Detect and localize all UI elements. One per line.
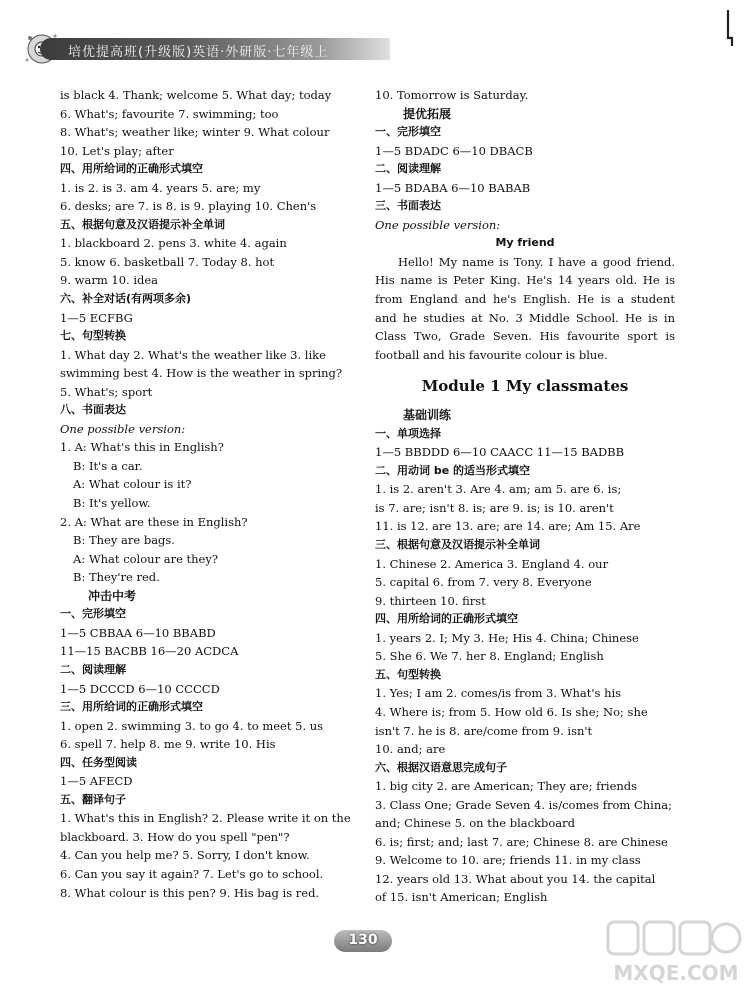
- answer-line: 1. What's this in English? 2. Please write it on the: [60, 811, 351, 826]
- answer-line: 1—5 BDABA 6—10 BABAB: [375, 180, 531, 195]
- section-heading: 五、根据句意及汉语提示补全单词: [60, 217, 225, 231]
- answer-line: 1—5 CBBAA 6—10 BBABD: [60, 625, 216, 640]
- answer-line: 6. is; first; and; last 7. are; Chinese 8. are Chinese: [375, 834, 668, 849]
- left-column: [60, 86, 360, 902]
- module-title: Module 1 My classmates: [421, 377, 629, 396]
- answer-line: 10. and; are: [375, 742, 446, 757]
- answer-line: 1. big city 2. are American; They are; friends: [375, 779, 638, 794]
- section-heading: 五、翻译句子: [60, 792, 126, 806]
- answer-line: 1. blackboard 2. pens 3. white 4. again: [60, 236, 287, 251]
- right-column: [375, 86, 675, 907]
- answer-line: 1. years 2. I; My 3. He; His 4. China; Chinese: [375, 630, 639, 645]
- answer-line: 1—5 ECFBG: [60, 310, 133, 325]
- answer-line: 5. What's; sport: [60, 384, 153, 399]
- answer-line: 1—5 AFECD: [60, 774, 133, 789]
- section-heading: 一、完形填空: [60, 607, 126, 621]
- essay-text: Hello! My name is Tony. I have a good friend. His name is Peter King. He's 14 years old. He is from England and he's English. He is a student and he studies at No. 3 Middle School. He is in Class Two, Grade Seven. His favourite sport is football and his favourite colour is blue.: [375, 254, 675, 362]
- section-heading: 一、单项选择: [375, 426, 441, 440]
- answer-line: swimming best 4. How is the weather in spring?: [60, 366, 343, 381]
- answer-line: 1—5 BBDDD 6—10 CAACC 11—15 BADBB: [375, 445, 625, 460]
- section-heading: 六、根据汉语意思完成句子: [375, 760, 507, 774]
- section-heading: 三、书面表达: [375, 199, 441, 213]
- section-heading: 三、根据句意及汉语提示补全单词: [375, 538, 540, 552]
- section-heading: 二、阅读理解: [375, 162, 441, 176]
- answer-line: 5. She 6. We 7. her 8. England; English: [375, 649, 604, 664]
- answer-line: 1. Yes; I am 2. comes/is from 3. What's his: [375, 686, 622, 701]
- answer-line: 9. Welcome to 10. are; friends 11. in my class: [375, 853, 641, 868]
- answer-line: 1. is 2. is 3. am 4. years 5. are; my: [60, 180, 261, 195]
- answer-line: 12. years old 13. What about you 14. the capital: [375, 871, 656, 886]
- section-heading: 二、用动词 be 的适当形式填空: [375, 463, 530, 477]
- section-heading: 五、句型转换: [375, 667, 441, 681]
- page-header: [22, 30, 392, 68]
- section-heading: 三、用所给词的正确形式填空: [60, 700, 203, 714]
- answer-line: is black 4. Thank; welcome 5. What day; today: [60, 88, 332, 102]
- answer-line: 3. Class One; Grade Seven 4. is/comes from China;: [375, 797, 672, 812]
- answer-line: 1—5 DCCCD 6—10 CCCCD: [60, 681, 220, 696]
- answer-line: and; Chinese 5. on the blackboard: [375, 816, 576, 831]
- watermark-text: MXQE.COM: [613, 961, 739, 985]
- answer-line: 1—5 BDADC 6—10 DBACB: [375, 143, 533, 158]
- answer-line: 5. know 6. basketball 7. Today 8. hot: [60, 254, 275, 269]
- answer-line: blackboard. 3. How do you spell "pen"?: [60, 829, 290, 844]
- answer-line: 10. Let's play; after: [60, 143, 174, 158]
- essay-title: My friend: [495, 236, 555, 250]
- part-heading: 基础训练: [403, 408, 452, 423]
- section-heading: 七、句型转换: [60, 329, 126, 343]
- answer-line: 9. thirteen 10. first: [375, 593, 486, 608]
- answer-line: 9. warm 10. idea: [60, 273, 159, 288]
- dialogue-line: A: What colour are they?: [73, 551, 219, 566]
- answer-line: is 7. are; isn't 8. is; are 9. is; is 10. aren't: [375, 500, 614, 515]
- dialogue-line: B: It's yellow.: [73, 496, 151, 511]
- answer-line: 11. is 12. are 13. are; are 14. are; Am 15. Are: [375, 519, 641, 534]
- answer-line: 4. Can you help me? 5. Sorry, I don't know.: [60, 848, 310, 863]
- answer-line: 10. Tomorrow is Saturday.: [375, 88, 529, 102]
- section-heading: 八、书面表达: [60, 403, 126, 417]
- section-heading: 四、用所给词的正确形式填空: [375, 612, 518, 626]
- answer-line: 1. What day 2. What's the weather like 3. like: [60, 347, 326, 362]
- section-heading: 一、完形填空: [375, 125, 441, 139]
- part-heading: 冲击中考: [88, 588, 137, 603]
- answer-line: 8. What colour is this pen? 9. His bag is red.: [60, 885, 320, 900]
- answer-line: 6. spell 7. help 8. me 9. write 10. His: [60, 737, 276, 752]
- corner-bracket-mark: [724, 8, 736, 48]
- answer-line: 1. open 2. swimming 3. to go 4. to meet 5. us: [60, 718, 324, 733]
- dialogue-line: B: They're red.: [73, 570, 160, 585]
- part-heading: 提优拓展: [403, 106, 452, 121]
- page-number-text: 130: [348, 932, 378, 948]
- answer-line: 2. A: What are these in English?: [60, 514, 248, 529]
- version-label: One possible version:: [60, 421, 186, 436]
- answer-line: 6. Can you say it again? 7. Let's go to school.: [60, 866, 324, 881]
- answer-line: 1. A: What's this in English?: [60, 440, 224, 455]
- watermark-logo-icon: [606, 918, 746, 988]
- header-title: 培优提高班(升级版)英语·外研版·七年级上: [68, 45, 329, 60]
- dialogue-line: A: What colour is it?: [73, 477, 192, 492]
- answer-line: 8. What's; weather like; winter 9. What colour: [60, 125, 330, 140]
- section-heading: 四、用所给词的正确形式填空: [60, 162, 203, 176]
- answer-line: 1. is 2. aren't 3. Are 4. am; am 5. are 6. is;: [375, 482, 622, 497]
- answer-line: 1. Chinese 2. America 3. England 4. our: [375, 556, 609, 571]
- answer-line: 6. What's; favourite 7. swimming; too: [60, 106, 279, 121]
- section-heading: 四、任务型阅读: [60, 755, 137, 769]
- right-top-section: [375, 86, 675, 234]
- dialogue-line: B: It's a car.: [73, 458, 143, 473]
- section-heading: 六、补全对话(有两项多余): [60, 292, 192, 306]
- dialogue-line: B: They are bags.: [73, 533, 175, 548]
- answer-line: of 15. isn't American; English: [375, 890, 548, 905]
- right-bottom-section: [375, 406, 675, 907]
- answer-line: 11—15 BACBB 16—20 ACDCA: [60, 644, 239, 659]
- page-number: [334, 930, 394, 952]
- section-heading: 二、阅读理解: [60, 662, 126, 676]
- answer-line: 6. desks; are 7. is 8. is 9. playing 10. Chen's: [60, 199, 317, 214]
- answer-line: isn't 7. he is 8. are/come from 9. isn't: [375, 723, 593, 738]
- version-label: One possible version:: [375, 217, 501, 232]
- answer-line: 4. Where is; from 5. How old 6. Is she; No; she: [375, 704, 648, 719]
- answer-line: 5. capital 6. from 7. very 8. Everyone: [375, 575, 592, 590]
